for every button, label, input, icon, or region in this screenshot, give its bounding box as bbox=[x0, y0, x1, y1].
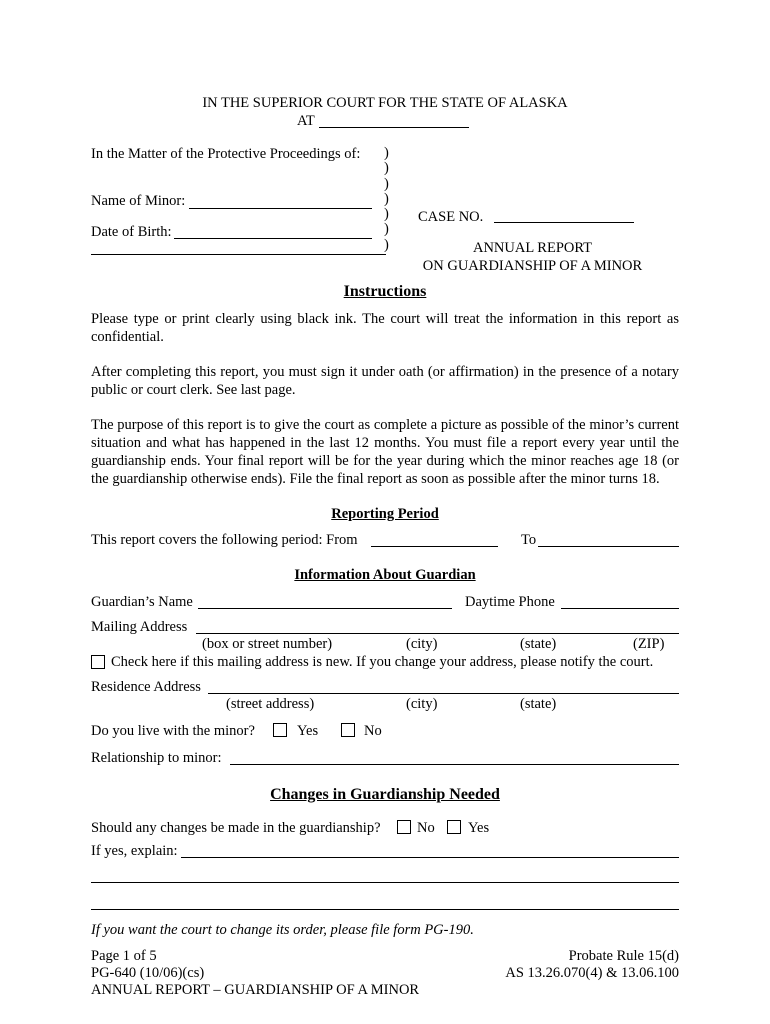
page-number: Page 1 of 5 bbox=[91, 948, 157, 964]
explain-field-line-1[interactable] bbox=[181, 857, 679, 858]
case-no-field[interactable] bbox=[494, 222, 634, 223]
court-location-field[interactable] bbox=[319, 127, 469, 128]
explain-field-line-3[interactable] bbox=[91, 909, 679, 910]
changes-yes-label: Yes bbox=[468, 820, 490, 836]
changes-yes-checkbox[interactable] bbox=[447, 820, 461, 834]
live-with-no-label: No bbox=[364, 723, 382, 739]
dob-label: Date of Birth: bbox=[91, 224, 172, 240]
explain-label: If yes, explain: bbox=[91, 843, 178, 859]
live-with-yes-label: Yes bbox=[297, 723, 319, 739]
period-to-label: To bbox=[521, 532, 537, 548]
live-with-yes-checkbox[interactable] bbox=[273, 723, 287, 737]
court-heading: IN THE SUPERIOR COURT FOR THE STATE OF ALASKA bbox=[202, 95, 568, 111]
minor-name-field[interactable] bbox=[189, 208, 372, 209]
caption-parentheses: ) ) ) ) ) ) ) bbox=[384, 145, 389, 253]
period-from-field[interactable] bbox=[371, 546, 498, 547]
mailing-address-label: Mailing Address bbox=[91, 619, 188, 635]
guardian-name-label: Guardian’s Name bbox=[91, 594, 193, 610]
changes-no-checkbox[interactable] bbox=[397, 820, 411, 834]
guardian-name-field[interactable] bbox=[198, 608, 452, 609]
daytime-phone-field[interactable] bbox=[561, 608, 679, 609]
probate-rule: Probate Rule 15(d) bbox=[568, 948, 679, 964]
report-title-line-2: ON GUARDIANSHIP OF A MINOR bbox=[422, 258, 643, 274]
explain-field-line-2[interactable] bbox=[91, 882, 679, 883]
relationship-field[interactable] bbox=[230, 764, 679, 765]
mailing-zip-caption: (ZIP) bbox=[633, 636, 665, 652]
caption-blank-line[interactable] bbox=[91, 254, 386, 255]
dob-field[interactable] bbox=[174, 238, 372, 239]
case-no-label: CASE NO. bbox=[418, 209, 484, 225]
form-title: ANNUAL REPORT – GUARDIANSHIP OF A MINOR bbox=[91, 982, 420, 998]
residence-address-label: Residence Address bbox=[91, 679, 201, 695]
minor-name-label: Name of Minor: bbox=[91, 193, 186, 209]
change-order-note: If you want the court to change its order, please file form PG-190. bbox=[91, 922, 474, 938]
mailing-state-caption: (state) bbox=[520, 636, 557, 652]
residence-address-field[interactable] bbox=[208, 693, 679, 694]
period-from-label: This report covers the following period: From bbox=[91, 532, 358, 548]
mailing-box-caption: (box or street number) bbox=[202, 636, 333, 652]
court-location-label: AT bbox=[297, 113, 315, 129]
instructions-heading: Instructions bbox=[343, 283, 427, 300]
changes-question: Should any changes be made in the guardianship? bbox=[91, 820, 381, 836]
instructions-paragraph-1: Please type or print clearly using black ink. The court will treat the information in this report as confidential. bbox=[91, 311, 679, 345]
matter-label: In the Matter of the Protective Proceedings of: bbox=[91, 146, 361, 162]
period-to-field[interactable] bbox=[538, 546, 679, 547]
live-with-minor-label: Do you live with the minor? bbox=[91, 723, 255, 739]
residence-street-caption: (street address) bbox=[226, 696, 315, 712]
instructions-paragraph-3: The purpose of this report is to give the court as complete a picture as possible of the minor’s current situation and what has happened in the last 12 months. You must file a report every year until the guardianship ends. Your final report will be for the year during which the minor reaches age 18 (or the guardianship otherwise ends). File the final report as soon as possible after the minor turns 18. bbox=[91, 417, 679, 487]
relationship-label: Relationship to minor: bbox=[91, 750, 222, 766]
new-address-checkbox[interactable] bbox=[91, 655, 105, 669]
live-with-no-checkbox[interactable] bbox=[341, 723, 355, 737]
reporting-period-heading: Reporting Period bbox=[331, 506, 439, 522]
guardian-heading: Information About Guardian bbox=[294, 567, 476, 583]
changes-no-label: No bbox=[417, 820, 435, 836]
mailing-city-caption: (city) bbox=[406, 636, 438, 652]
mailing-address-field[interactable] bbox=[196, 633, 679, 634]
residence-city-caption: (city) bbox=[406, 696, 438, 712]
instructions-paragraph-2: After completing this report, you must sign it under oath (or affirmation) in the presence of a notary public or court clerk. See last page. bbox=[91, 364, 679, 398]
report-title-line-1: ANNUAL REPORT bbox=[472, 240, 593, 256]
new-address-label: Check here if this mailing address is new. If you change your address, please notify the court. bbox=[111, 654, 654, 670]
changes-heading: Changes in Guardianship Needed bbox=[270, 786, 500, 803]
residence-state-caption: (state) bbox=[520, 696, 557, 712]
statute-reference: AS 13.26.070(4) & 13.06.100 bbox=[505, 965, 679, 981]
form-number: PG-640 (10/06)(cs) bbox=[91, 965, 205, 981]
daytime-phone-label: Daytime Phone bbox=[465, 594, 555, 610]
